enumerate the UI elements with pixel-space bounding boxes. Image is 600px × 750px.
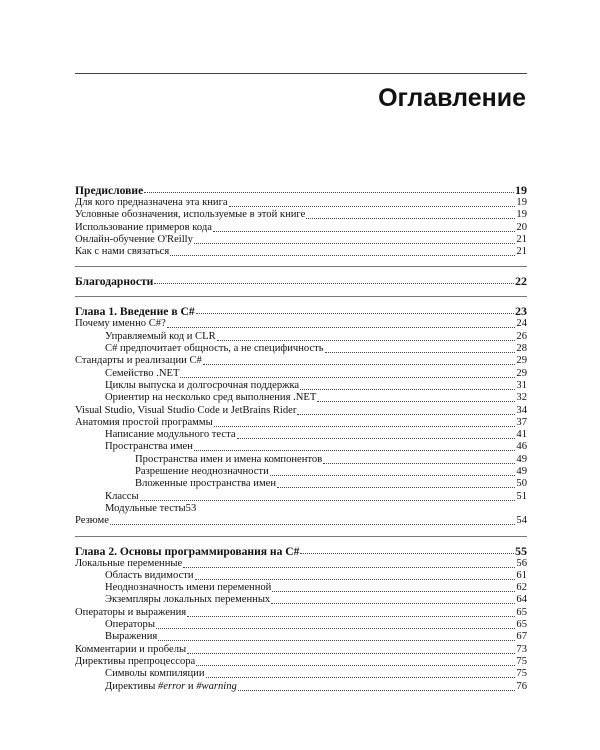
toc-entry[interactable] — [75, 558, 527, 570]
toc-page-number: 31 — [516, 379, 527, 391]
toc-page-number: 73 — [516, 643, 527, 655]
toc-entry[interactable] — [75, 392, 527, 404]
toc-entry[interactable] — [75, 607, 527, 619]
toc-leader-dots — [187, 646, 515, 654]
toc-entry-label: Циклы выпуска и долгосрочная поддержка — [105, 379, 300, 391]
toc-entry[interactable] — [75, 619, 527, 631]
toc-page-number: 19 — [515, 183, 527, 197]
toc-page-number: 20 — [516, 221, 527, 233]
toc-entry[interactable] — [75, 222, 527, 234]
toc-leader-dots — [271, 596, 515, 604]
section-spacer — [75, 288, 527, 296]
toc-page-number: 32 — [516, 392, 527, 404]
toc-page-number: 28 — [516, 343, 527, 355]
toc-leader-dots — [217, 333, 516, 341]
top-rule — [75, 73, 527, 74]
toc-entry-label: Выражения — [105, 631, 158, 643]
toc-entry[interactable] — [75, 355, 527, 367]
toc-entry-label: Разрешение неоднозначности — [135, 466, 269, 478]
toc-entry[interactable] — [75, 594, 527, 606]
toc-leader-dots — [194, 236, 515, 244]
toc-entry[interactable] — [75, 644, 527, 656]
toc-entry[interactable] — [75, 515, 527, 527]
toc-leader-dots — [238, 683, 516, 691]
toc-entry[interactable] — [75, 631, 527, 643]
toc-entry-label: Как с нами связаться — [75, 246, 170, 258]
toc-leader-dots — [187, 609, 515, 617]
toc-leader-dots — [140, 493, 516, 501]
section-divider — [75, 266, 527, 267]
toc-leader-dots — [317, 394, 515, 402]
toc-leader-dots — [197, 505, 526, 512]
toc-leader-dots — [229, 199, 516, 207]
toc-leader-dots — [214, 419, 516, 427]
page-title: Оглавление — [378, 84, 526, 112]
toc-page-number: 51 — [516, 490, 527, 502]
toc-entry[interactable] — [75, 318, 527, 330]
toc-entry-label: Экземпляры локальных переменных — [105, 594, 271, 606]
toc-page-number: 49 — [516, 466, 527, 478]
toc-entry-label: Написание модульного теста — [105, 429, 236, 441]
toc-entry-label: Семейство .NET — [105, 367, 180, 379]
toc-page-number: 64 — [516, 594, 527, 606]
toc-leader-dots — [110, 517, 515, 525]
toc-entry-label: Комментарии и пробелы — [75, 643, 187, 655]
toc-entry-label: Глава 1. Введение в C# — [75, 305, 195, 319]
toc-page-number: 50 — [516, 478, 527, 490]
toc-entry[interactable] — [75, 405, 527, 417]
toc-entry[interactable] — [75, 417, 527, 429]
toc-entry-label: Область видимости — [105, 569, 194, 581]
toc-entry-label: Модульные тесты53 — [105, 502, 197, 514]
toc-entry-label: Предисловие — [75, 184, 144, 197]
toc-page-number: 22 — [515, 274, 527, 289]
toc-page-number: 61 — [516, 569, 527, 581]
toc-entry-label: Анатомия простой программы — [75, 416, 213, 428]
toc-page-number: 29 — [516, 355, 527, 367]
toc-page-number: 67 — [516, 631, 527, 643]
toc-entry[interactable] — [75, 570, 527, 582]
toc-leader-dots — [325, 345, 516, 353]
toc-entry-label: Глава 2. Основы программирования на C# — [75, 544, 300, 558]
toc-leader-dots — [203, 357, 516, 365]
toc-entry-label: Операторы и выражения — [75, 606, 187, 618]
toc-page-number: 24 — [516, 318, 527, 330]
toc-entry[interactable] — [75, 331, 527, 343]
section-divider — [75, 296, 527, 297]
toc-entry-label: Использование примеров кода — [75, 221, 212, 233]
toc-entry-label: Резюме — [75, 515, 109, 527]
toc-entry[interactable] — [75, 503, 527, 515]
toc-page-number: 62 — [516, 582, 527, 594]
toc-page-number: 21 — [516, 246, 527, 258]
toc-page-number: 41 — [516, 429, 527, 441]
toc-page-number: 56 — [516, 557, 527, 569]
toc-leader-dots — [196, 306, 514, 314]
toc-entry[interactable] — [75, 491, 527, 503]
toc-leader-dots — [206, 670, 516, 678]
toc-page-number: 23 — [515, 304, 527, 319]
toc-leader-dots — [158, 633, 515, 641]
toc-page-number: 34 — [516, 404, 527, 416]
toc-entry-label: Локальные переменные — [75, 557, 183, 569]
toc-leader-dots — [213, 224, 515, 232]
toc-chapter-entry[interactable] — [75, 183, 527, 197]
toc-entry[interactable] — [75, 454, 527, 466]
toc-leader-dots — [170, 248, 515, 256]
toc-entry-label: Директивы #error и #warning — [105, 680, 237, 692]
toc-entry[interactable] — [75, 582, 527, 594]
toc-leader-dots — [194, 443, 515, 451]
toc-entry-label: Неоднозначность имени переменной — [105, 582, 272, 594]
toc-entry-label: Пространства имен — [105, 441, 193, 453]
toc-entry[interactable] — [75, 668, 527, 680]
section-spacer — [75, 258, 527, 266]
toc-entry-label: Условные обозначения, используемые в этой книге — [75, 209, 306, 221]
toc-entry[interactable] — [75, 656, 527, 668]
toc-entry[interactable] — [75, 429, 527, 441]
toc-leader-dots — [180, 370, 515, 378]
toc-chapter-entry[interactable] — [75, 304, 527, 318]
toc-entry-label: C# предпочитает общность, а не специфичность — [105, 343, 324, 355]
toc-page-number: 55 — [515, 543, 527, 558]
toc-page-number: 65 — [516, 606, 527, 618]
toc-entry-label: Классы — [105, 490, 139, 502]
toc-leader-dots — [323, 456, 515, 464]
toc-entry-label: Благодарности — [75, 275, 154, 289]
toc-leader-dots — [183, 560, 515, 568]
toc-entry[interactable] — [75, 209, 527, 221]
toc-chapter-entry[interactable] — [75, 544, 527, 558]
table-of-contents — [75, 183, 527, 693]
toc-leader-dots — [167, 320, 516, 328]
toc-entry-label: Ориентир на несколько сред выполнения .NET — [105, 392, 317, 404]
toc-chapter-entry[interactable] — [75, 274, 527, 288]
toc-entry[interactable] — [75, 478, 527, 490]
toc-leader-dots — [306, 211, 515, 219]
toc-leader-dots — [156, 621, 515, 629]
toc-page-number: 19 — [516, 209, 527, 221]
toc-leader-dots — [277, 480, 515, 488]
toc-entry[interactable] — [75, 380, 527, 392]
toc-entry[interactable] — [75, 368, 527, 380]
toc-entry-label: Для кого предназначена эта книга — [75, 197, 228, 208]
toc-entry-label: Вложенные пространства имен — [135, 478, 277, 490]
toc-entry[interactable] — [75, 343, 527, 355]
toc-page-number: 37 — [516, 416, 527, 428]
toc-page-number: 26 — [516, 330, 527, 342]
toc-leader-dots — [144, 185, 514, 193]
toc-entry[interactable] — [75, 234, 527, 246]
section-divider — [75, 536, 527, 537]
toc-entry[interactable] — [75, 466, 527, 478]
toc-entry-label: Visual Studio, Visual Studio Code и JetBrains Rider — [75, 404, 297, 416]
toc-leader-dots — [270, 468, 516, 476]
toc-entry-label: Стандарты и реализации C# — [75, 355, 202, 367]
toc-page-number: 46 — [516, 441, 527, 453]
toc-page-number: 49 — [516, 453, 527, 465]
toc-leader-dots — [300, 546, 514, 554]
toc-leader-dots — [237, 431, 516, 439]
section-spacer — [75, 528, 527, 536]
toc-entry-label: Онлайн-обучение O'Reilly — [75, 233, 193, 245]
toc-entry-label: Почему именно C#? — [75, 318, 166, 330]
toc-leader-dots — [196, 658, 515, 666]
toc-page-number: 75 — [516, 655, 527, 667]
toc-entry-label: Пространства имен и имена компонентов — [135, 453, 323, 465]
toc-page-number: 76 — [516, 680, 527, 692]
toc-page-number: 21 — [516, 233, 527, 245]
toc-entry[interactable] — [75, 197, 527, 209]
toc-page-number: 19 — [516, 197, 527, 208]
toc-page-number: 54 — [516, 515, 527, 527]
toc-leader-dots — [300, 382, 515, 390]
toc-leader-dots — [297, 407, 515, 415]
toc-leader-dots — [154, 276, 514, 284]
toc-leader-dots — [195, 572, 516, 580]
toc-entry[interactable] — [75, 246, 527, 258]
toc-entry-label: Операторы — [105, 619, 155, 631]
toc-page-number: 65 — [516, 619, 527, 631]
toc-entry-label: Управляемый код и CLR — [105, 330, 216, 342]
toc-entry[interactable] — [75, 681, 527, 693]
toc-leader-dots — [272, 584, 515, 592]
toc-entry[interactable] — [75, 441, 527, 453]
toc-entry-label: Символы компиляции — [105, 668, 205, 680]
toc-page-number: 75 — [516, 668, 527, 680]
toc-entry-label: Директивы препроцессора — [75, 655, 196, 667]
toc-page-number: 29 — [516, 367, 527, 379]
